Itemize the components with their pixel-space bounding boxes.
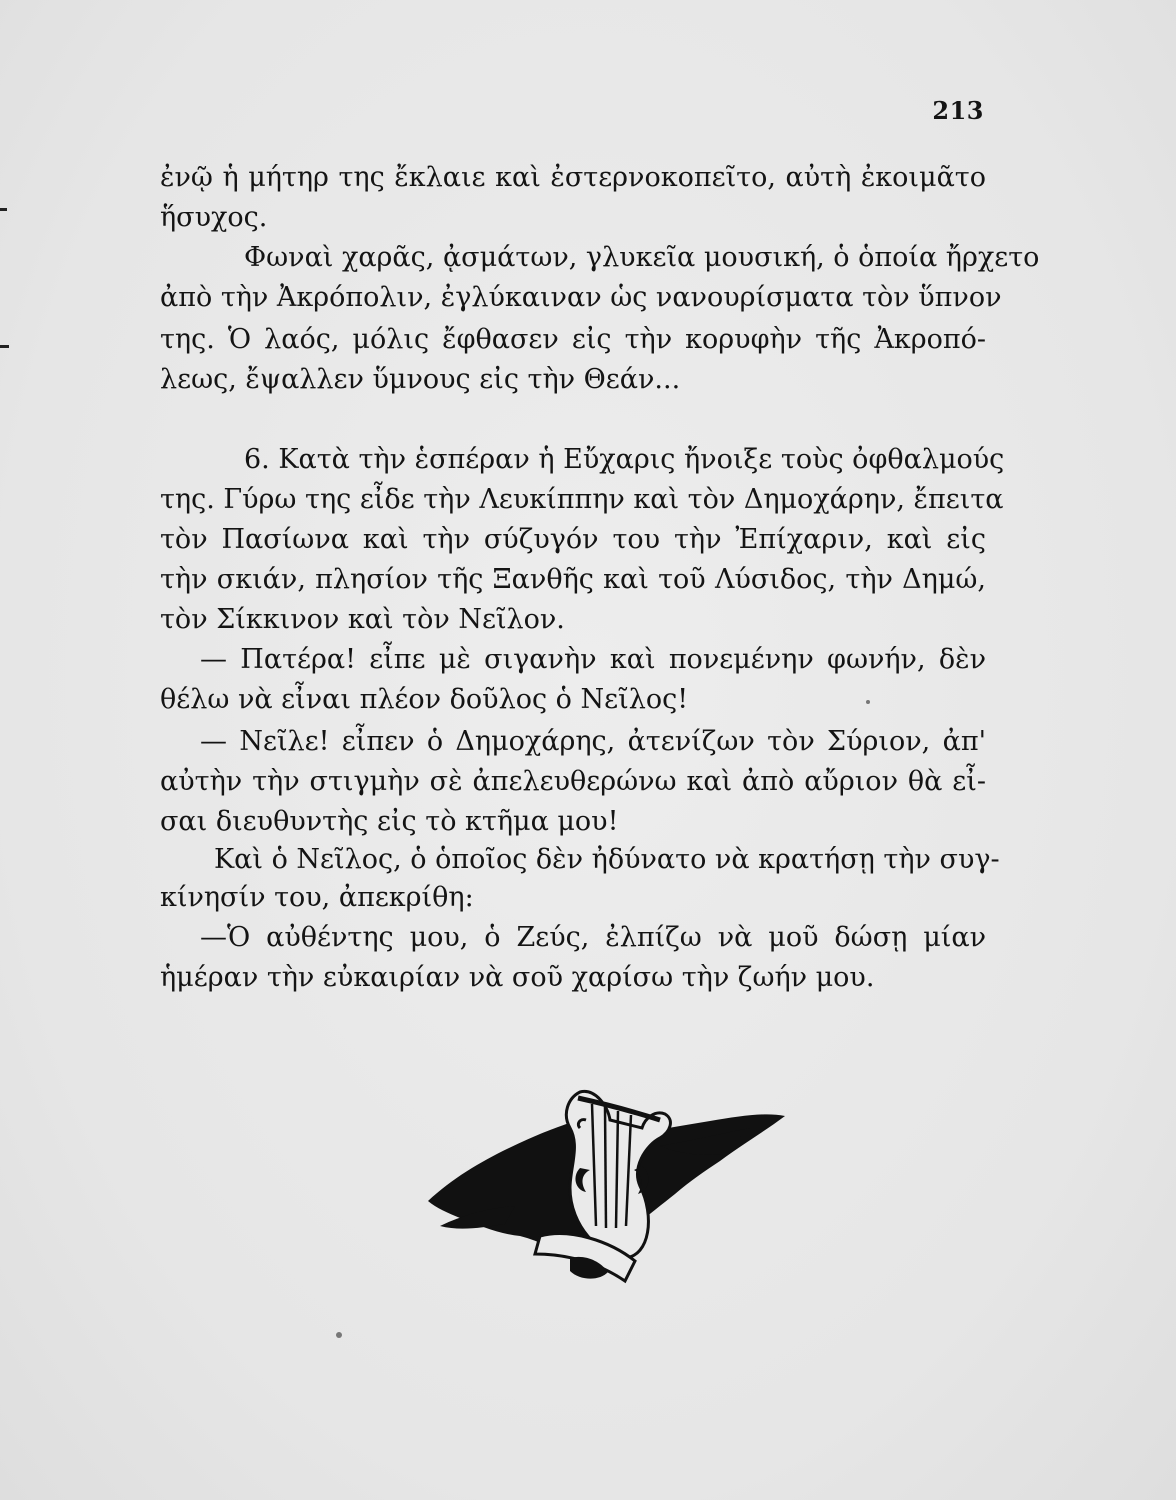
dialogue-line: — Νεῖλε! εἶπεν ὁ Δημοχάρης, ἀτενίζων τὸν Σύριον, ἀπ' xyxy=(200,726,986,757)
text-line: της. Ὁ λαός, μόλις ἔφθασεν εἰς τὴν κορυφὴν τῆς Ἀκροπό- xyxy=(160,324,986,355)
text-line: τὸν Σίκκινον καὶ τὸν Νεῖλον. xyxy=(160,604,565,635)
text-line: Καὶ ὁ Νεῖλος, ὁ ὁποῖος δὲν ἠδύνατο νὰ κρατήσῃ τὴν συγ- xyxy=(214,844,1000,875)
text-line: τὸν Πασίωνα καὶ τὴν σύζυγόν του τὴν Ἐπίχαριν, καὶ εἰς xyxy=(160,524,986,555)
text-line: ἥσυχος. xyxy=(160,202,268,233)
margin-mark xyxy=(0,345,9,348)
text-line: λεως, ἔψαλλεν ὕμνους εἰς τὴν Θεάν... xyxy=(160,364,681,395)
text-line: θέλω νὰ εἶναι πλέον δοῦλος ὁ Νεῖλος! xyxy=(160,684,689,715)
text-line: ἡμέραν τὴν εὐκαιρίαν νὰ σοῦ χαρίσω τὴν ζωήν μου. xyxy=(160,962,875,993)
dialogue-line: —Ὁ αὐθέντης μου, ὁ Ζεύς, ἐλπίζω νὰ μοῦ δώσῃ μίαν xyxy=(200,922,986,953)
text-line: κίνησίν του, ἀπεκρίθη: xyxy=(160,882,474,913)
margin-mark xyxy=(0,208,7,211)
dialogue-line: — Πατέρα! εἶπε μὲ σιγανὴν καὶ πονεμένην φωνήν, δὲν xyxy=(200,644,986,675)
lyre-ornament-icon xyxy=(420,1076,790,1306)
text-line: ἐνῷ ἡ μήτηρ της ἔκλαιε καὶ ἐστερνοκοπεῖτο, αὐτὴ ἐκοιμᾶτο xyxy=(160,162,986,193)
page-number: 213 xyxy=(932,96,984,125)
text-line: Φωναὶ χαρᾶς, ᾀσμάτων, γλυκεῖα μουσική, ὁ ὁποία ἤρχετο xyxy=(244,242,1040,273)
text-line: αὐτὴν τὴν στιγμὴν σὲ ἀπελευθερώνω καὶ ἀπὸ αὔριον θὰ εἶ- xyxy=(160,766,986,797)
text-line: της. Γύρω της εἶδε τὴν Λευκίππην καὶ τὸν Δημοχάρην, ἔπειτα xyxy=(160,484,1004,515)
paper-speck xyxy=(336,1332,342,1338)
section-heading-line: 6. Κατὰ τὴν ἑσπέραν ἡ Εὔχαρις ἤνοιξε τοὺς ὀφθαλμούς xyxy=(244,444,1005,475)
text-line: σαι διευθυντὴς εἰς τὸ κτῆμα μου! xyxy=(160,806,619,837)
text-line: ἀπὸ τὴν Ἀκρόπολιν, ἐγλύκαιναν ὡς νανουρίσματα τὸν ὕπνον xyxy=(160,282,1002,313)
text-line: τὴν σκιάν, πλησίον τῆς Ξανθῆς καὶ τοῦ Λύσιδος, τὴν Δημώ, xyxy=(160,564,986,595)
paper-speck xyxy=(866,700,870,704)
